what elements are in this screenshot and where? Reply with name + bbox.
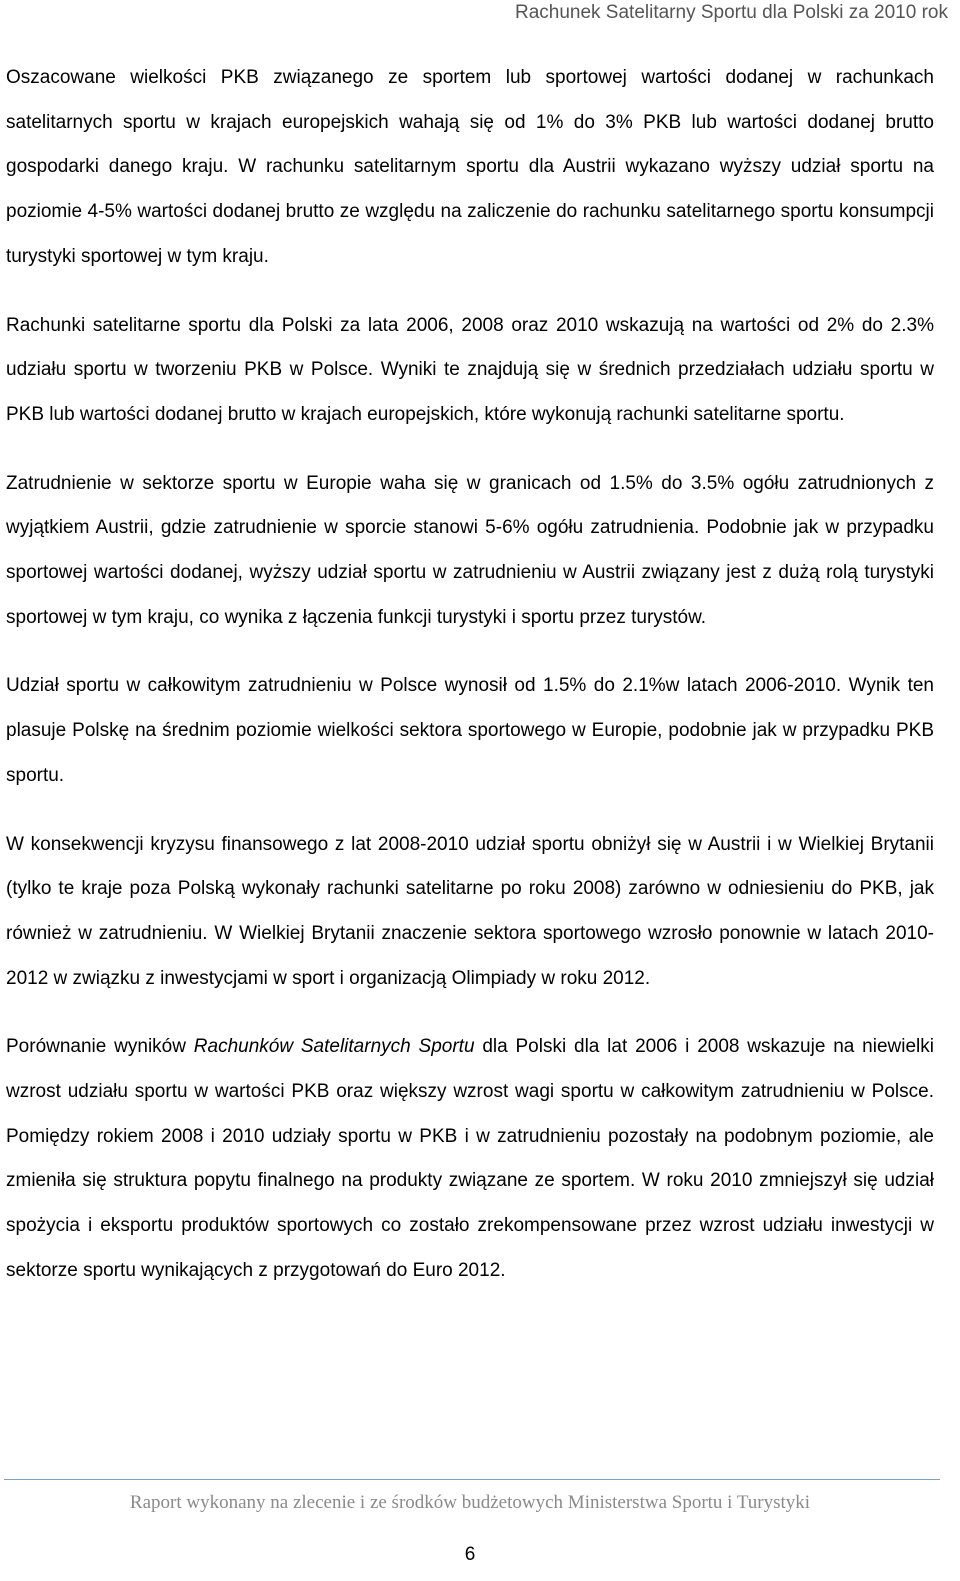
footer-rule — [4, 1479, 940, 1480]
paragraph-comparison-emphasis: Rachunków Satelitarnych Sportu — [193, 1036, 475, 1058]
running-header: Rachunek Satelitarny Sportu dla Polski za 2010 rok — [514, 2, 948, 23]
paragraph-comparison-text: dla Polski dla lat 2006 i 2008 wskazuje na niewielki wzrost udziału sportu w wartości PKB oraz większy wzrost wagi sportu w całkowitym zatrudnieniu w Polsce. Pomiędzy rokiem 2008 i 2010 udziały sportu w PKB i w zatrudnieniu pozostały na podobnym poziomie, ale zmieniła się struktura popytu finalnego na produkty związane ze sportem. W roku 2010 zmniejszył się udział spożycia i eksportu produktów sportowych co zostało zrekompensowane przez wzrost udziału inwestycji w sektorze sportu wynikających z przygotowań do Euro 2012. — [6, 1036, 934, 1281]
paragraph-employment-poland: Udział sportu w całkowitym zatrudnieniu w Polsce wynosił od 1.5% do 2.1%w latach 2006-2010. Wynik ten plasuje Polskę na średnim poziomie wielkości sektora sportowego w Europie, podobnie jak w przypadku PKB sportu. — [6, 675, 934, 786]
paragraph-comparison — [6, 1025, 934, 1293]
document-body — [6, 56, 934, 1318]
paragraph-gdp-europe: Oszacowane wielkości PKB związanego ze sportem lub sportowej wartości dodanej w rachunkach satelitarnych sportu w krajach europejskich wahają się od 1% do 3% PKB lub wartości dodanej brutto gospodarki danego kraju. W rachunku satelitarnym sportu dla Austrii wykazano wyższy udział sportu na poziomie 4-5% wartości dodanej brutto ze względu na zaliczenie do rachunku satelitarnego sportu konsumpcji turystyki sportowej w tym kraju. — [6, 67, 934, 267]
paragraph-employment-europe: Zatrudnienie w sektorze sportu w Europie waha się w granicach od 1.5% do 3.5% ogółu zatrudnionych z wyjątkiem Austrii, gdzie zatrudnienie w sporcie stanowi 5-6% ogółu zatrudnienia. Podobnie jak w przypadku sportowej wartości dodanej, wyższy udział sportu w zatrudnieniu w Austrii związany jest z dużą rolą turystyki sportowej w tym kraju, co wynika z łączenia funkcji turystyki i sportu przez turystów. — [6, 472, 934, 628]
footer-note: Raport wykonany na zlecenie i ze środków budżetowych Ministerstwa Sportu i Turystyki — [129, 1492, 811, 1513]
paragraph-gdp-poland: Rachunki satelitarne sportu dla Polski za lata 2006, 2008 oraz 2010 wskazują na wartości od 2% do 2.3% udziału sportu w tworzeniu PKB w Polsce. Wyniki te znajdują się w średnich przedziałach udziału sportu w PKB lub wartości dodanej brutto w krajach europejskich, które wykonują rachunki satelitarne sportu. — [6, 314, 934, 425]
paragraph-financial-crisis: W konsekwencji kryzysu finansowego z lat 2008-2010 udział sportu obniżył się w Austrii i w Wielkiej Brytanii (tylko te kraje poza Polską wykonały rachunki satelitarne po roku 2008) zarówno w odniesieniu do PKB, jak również w zatrudnieniu. W Wielkiej Brytanii znaczenie sektora sportowego wzrosło ponownie w latach 2010-2012 w związku z inwestycjami w sport i organizacją Olimpiady w roku 2012. — [6, 833, 934, 989]
paragraph-comparison-lead: Porównanie wyników — [6, 1036, 194, 1058]
page-number: 6 — [464, 1544, 476, 1565]
